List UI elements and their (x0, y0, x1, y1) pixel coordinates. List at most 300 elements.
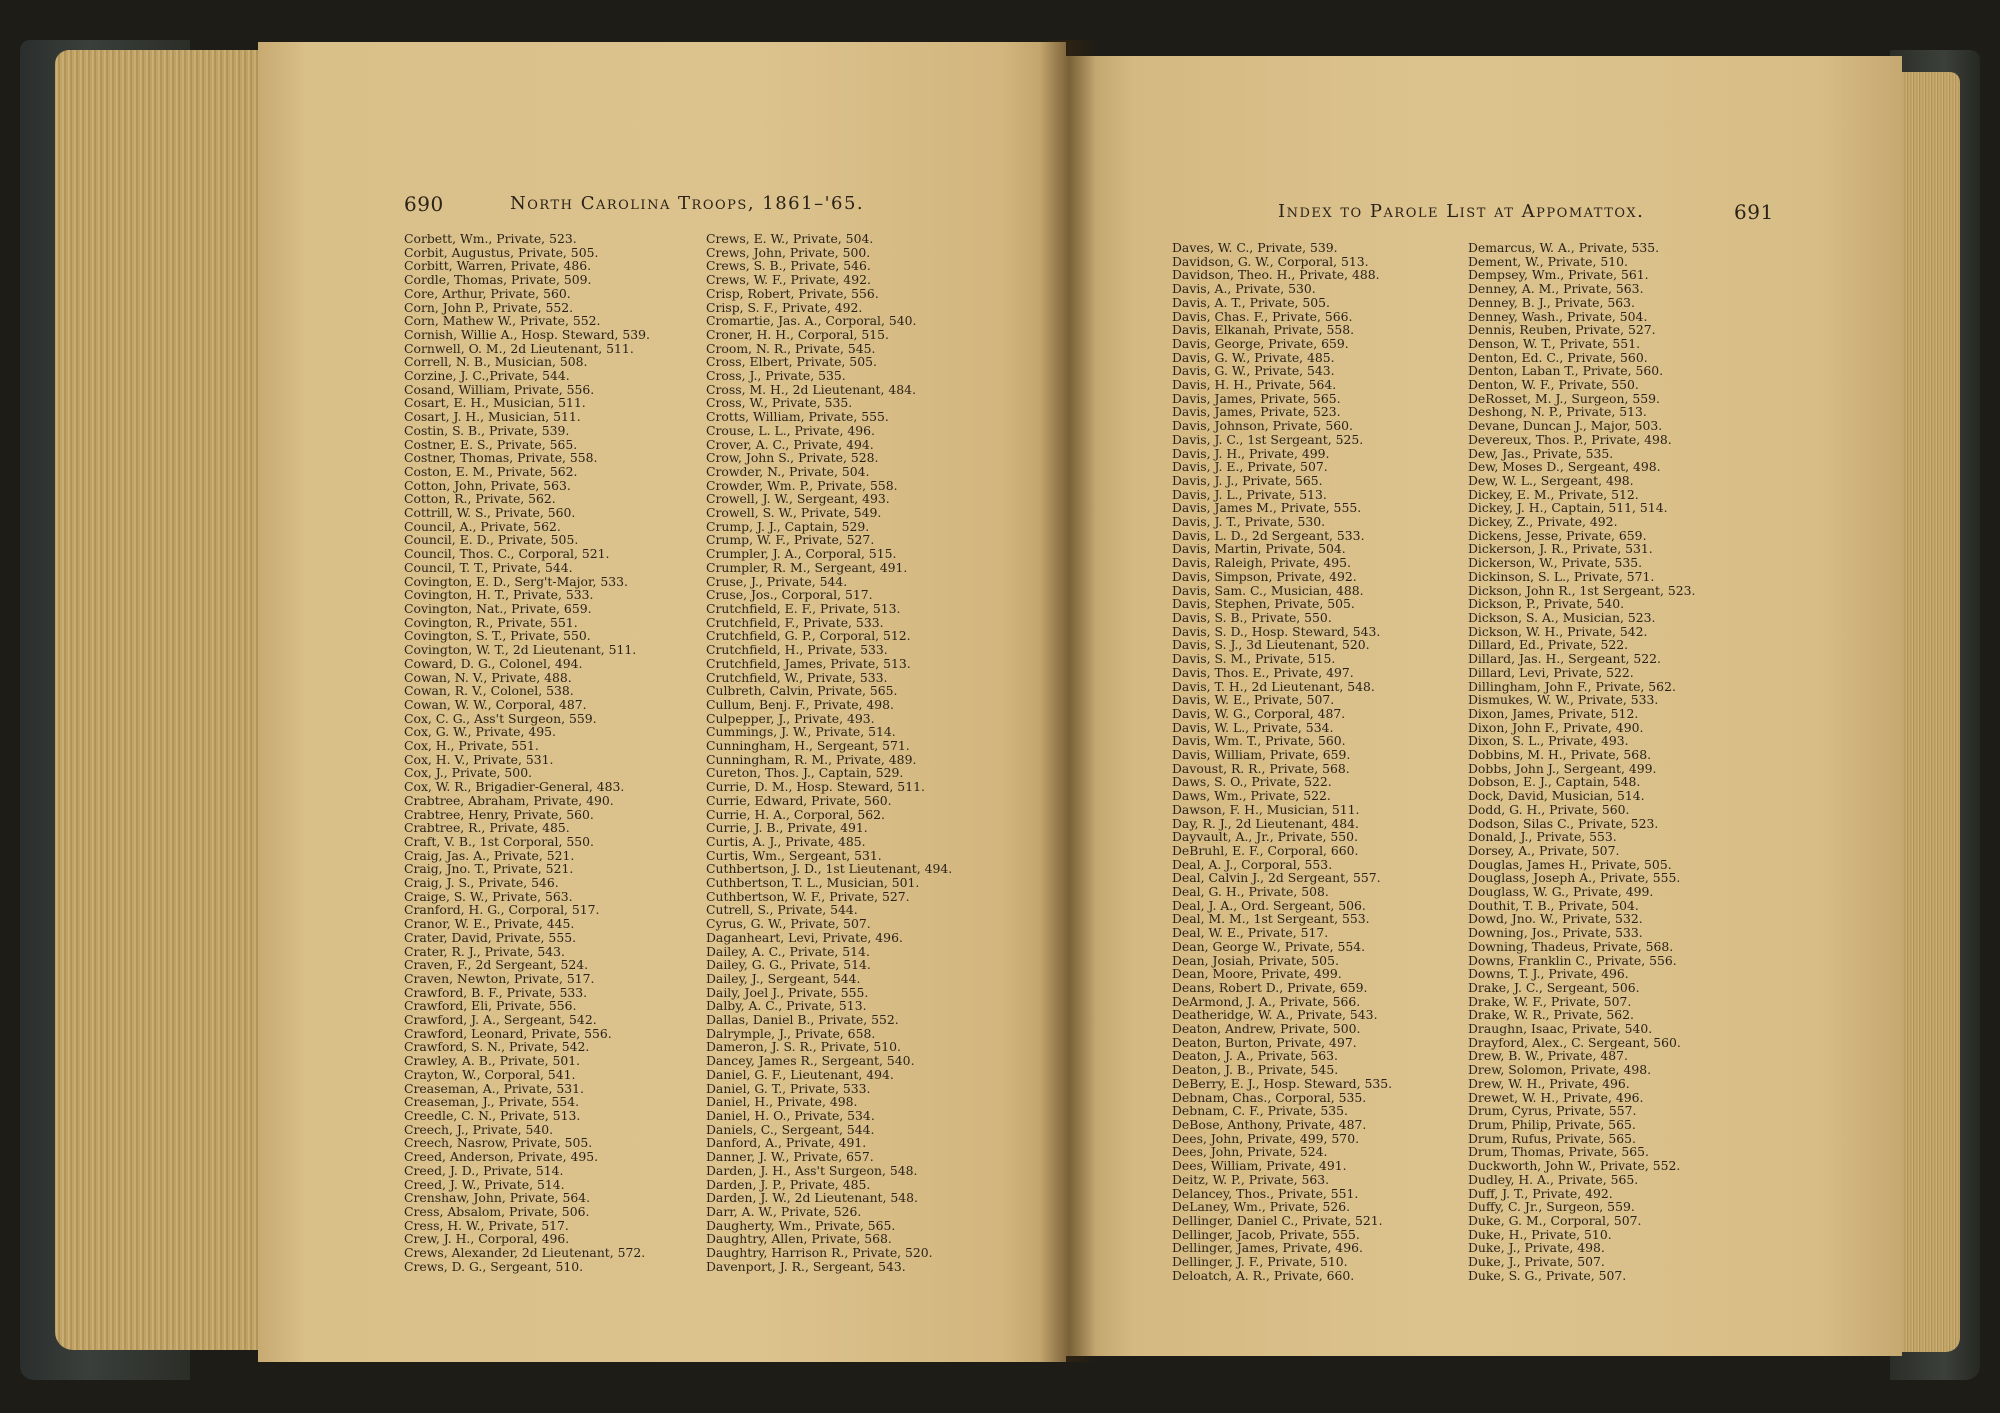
index-entry: Dobbins, M. H., Private, 568. (1468, 747, 1652, 763)
index-entry: Darr, A. W., Private, 526. (706, 1203, 862, 1219)
index-entry: Davis, A., Private, 530. (1172, 281, 1316, 297)
index-entry: Deal, W. E., Private, 517. (1172, 925, 1329, 941)
index-entry: Dickson, P., Private, 540. (1468, 596, 1625, 612)
index-entry: Covington, R., Private, 551. (404, 614, 578, 630)
index-entry: Cyrus, G. W., Private, 507. (706, 916, 871, 932)
index-entry: Cranor, W. E., Private, 445. (404, 916, 575, 932)
index-entry: Dean, Moore, Private, 499. (1172, 966, 1342, 982)
index-entry: Douglas, James H., Private, 505. (1468, 856, 1672, 872)
index-entry: Corbett, Wm., Private, 523. (404, 231, 577, 246)
index-entry: Dailey, A. C., Private, 514. (706, 943, 870, 959)
index-entry: Crowell, S. W., Private, 549. (706, 505, 882, 521)
index-entry: DeBruhl, E. F., Corporal, 660. (1172, 842, 1359, 858)
index-entry: Crouse, L. L., Private, 496. (706, 422, 875, 438)
index-entry: Drum, Thomas, Private, 565. (1468, 1144, 1649, 1160)
index-column-right-1 (1172, 241, 1392, 1282)
index-entry: Covington, H. T., Private, 533. (404, 587, 594, 603)
index-entry: Dellinger, Jacob, Private, 555. (1172, 1226, 1360, 1242)
index-entry: Cordle, Thomas, Private, 509. (404, 272, 592, 288)
index-entry: Deshong, N. P., Private, 513. (1468, 404, 1647, 420)
index-entry: Dew, Moses D., Sergeant, 498. (1468, 459, 1661, 475)
index-entry: Dillard, Ed., Private, 522. (1468, 637, 1629, 653)
index-entry: Creech, J., Private, 540. (404, 1121, 554, 1137)
index-entry: Crabtree, Abraham, Private, 490. (404, 792, 614, 808)
index-entry: Davis, Raleigh, Private, 495. (1172, 555, 1351, 571)
book-gutter (1040, 40, 1096, 1362)
index-entry: Corbitt, Warren, Private, 486. (404, 258, 592, 274)
index-entry: Creed, J. W., Private, 514. (404, 1176, 565, 1192)
index-entry: Crawford, B. F., Private, 533. (404, 984, 588, 1000)
index-entry: Crews, Alexander, 2d Lieutenant, 572. (404, 1245, 646, 1261)
index-entry: Drake, J. C., Sergeant, 506. (1468, 979, 1640, 995)
index-entry: Craven, Newton, Private, 517. (404, 970, 595, 986)
index-entry: Deaton, J. B., Private, 545. (1172, 1062, 1339, 1078)
index-entry: Dickey, J. H., Captain, 511, 514. (1468, 500, 1668, 516)
index-entry: Davidson, Theo. H., Private, 488. (1172, 267, 1380, 283)
index-entry: Draughn, Isaac, Private, 540. (1468, 1021, 1653, 1037)
index-entry: Croner, H. H., Corporal, 515. (706, 326, 889, 342)
index-entry: Cuthbertson, W. F., Private, 527. (706, 888, 910, 904)
index-entry: Delancey, Thos., Private, 551. (1172, 1185, 1359, 1201)
index-entry: Crumpler, J. A., Corporal, 515. (706, 546, 897, 562)
index-entry: Davis, J. J., Private, 565. (1172, 472, 1323, 488)
index-entry: Cranford, H. G., Corporal, 517. (404, 902, 600, 918)
index-entry: Darden, J. W., 2d Lieutenant, 548. (706, 1190, 918, 1206)
index-entry: Currie, Edward, Private, 560. (706, 792, 892, 808)
index-entry: Dallas, Daniel B., Private, 552. (706, 1012, 899, 1028)
index-entry: Davis, A. T., Private, 505. (1172, 294, 1330, 310)
index-entry: Dillingham, John F., Private, 562. (1468, 678, 1676, 694)
index-entry: Currie, J. B., Private, 491. (706, 820, 868, 836)
index-entry: Cotton, John, Private, 563. (404, 477, 571, 493)
index-entry: Crutchfield, James, Private, 513. (706, 655, 911, 671)
index-entry: Danner, J. W., Private, 657. (706, 1149, 874, 1165)
index-entry: Corbit, Augustus, Private, 505. (404, 244, 599, 260)
index-entry: Drake, W. F., Private, 507. (1468, 993, 1632, 1009)
index-entry: Davis, T. H., 2d Lieutenant, 548. (1172, 678, 1375, 694)
index-entry: Duff, J. T., Private, 492. (1468, 1185, 1613, 1201)
index-entry: Dowd, Jno. W., Private, 532. (1468, 911, 1643, 927)
index-entry: Drake, W. R., Private, 562. (1468, 1007, 1634, 1023)
index-entry: Dees, John, Private, 524. (1172, 1144, 1328, 1160)
index-entry: Dickerson, W., Private, 535. (1468, 555, 1643, 571)
index-entry: Dixon, S. L., Private, 493. (1468, 733, 1629, 749)
index-entry: Dillard, Levi, Private, 522. (1468, 664, 1634, 680)
index-entry: Cruse, Jos., Corporal, 517. (706, 587, 873, 603)
index-entry: Denson, W. T., Private, 551. (1468, 335, 1641, 351)
index-entry: Costin, S. B., Private, 539. (404, 422, 570, 438)
index-entry: Darden, J. H., Ass't Surgeon, 548. (706, 1162, 918, 1178)
index-entry: Dismukes, W. W., Private, 533. (1468, 692, 1659, 708)
index-entry: Douglass, Joseph A., Private, 555. (1468, 870, 1681, 886)
index-entry: Deaton, Andrew, Private, 500. (1172, 1021, 1361, 1037)
index-entry: Croom, N. R., Private, 545. (706, 340, 876, 356)
index-entry: Cox, H., Private, 551. (404, 738, 539, 754)
index-entry: Drew, Solomon, Private, 498. (1468, 1062, 1652, 1078)
index-entry: Davis, Johnson, Private, 560. (1172, 418, 1353, 434)
index-entry: Cross, Elbert, Private, 505. (706, 354, 877, 370)
index-entry: Daganheart, Levi, Private, 496. (706, 929, 903, 945)
index-entry: Debnam, Chas., Corporal, 535. (1172, 1089, 1367, 1105)
index-entry: Drew, B. W., Private, 487. (1468, 1048, 1628, 1064)
index-entry: Daniel, H. O., Private, 534. (706, 1108, 875, 1123)
index-entry: Daugherty, Wm., Private, 565. (706, 1217, 896, 1233)
right-page (1066, 56, 1902, 1356)
index-entry: Daniel, G. F., Lieutenant, 494. (706, 1066, 894, 1082)
index-entry: Cosart, J. H., Musician, 511. (404, 409, 581, 425)
index-entry: Cox, G. W., Private, 495. (404, 724, 556, 740)
index-entry: Crews, S. B., Private, 546. (706, 258, 871, 274)
index-entry: Dalrymple, J., Private, 658. (706, 1025, 876, 1041)
index-entry: Davis, W. G., Corporal, 487. (1172, 705, 1346, 721)
index-entry: Dees, William, Private, 491. (1172, 1158, 1347, 1174)
index-entry: Donald, J., Private, 553. (1468, 829, 1617, 845)
index-entry: Creed, Anderson, Private, 495. (404, 1149, 599, 1165)
index-entry: Crutchfield, E. F., Private, 513. (706, 600, 901, 616)
index-entry: Cross, M. H., 2d Lieutenant, 484. (706, 381, 917, 397)
index-entry: Crawford, S. N., Private, 542. (404, 1039, 590, 1055)
index-entry: Davis, James M., Private, 555. (1172, 500, 1362, 516)
index-entry: Dixon, John F., Private, 490. (1468, 719, 1644, 735)
index-entry: Davis, J. L., Private, 513. (1172, 486, 1327, 502)
index-entry: Dillard, Jas. H., Sergeant, 522. (1468, 651, 1661, 667)
index-entry: Cottrill, W. S., Private, 560. (404, 505, 576, 521)
index-entry: Crisp, Robert, Private, 556. (706, 285, 879, 301)
index-entry: DeBerry, E. J., Hosp. Steward, 535. (1172, 1075, 1393, 1091)
index-entry: Darden, J. P., Private, 485. (706, 1176, 871, 1192)
index-entry: Covington, E. D., Serg't-Major, 533. (404, 573, 628, 589)
index-column-right-2 (1468, 241, 1695, 1282)
index-entry: Downs, Franklin C., Private, 556. (1468, 952, 1677, 968)
index-entry: Davis, G. W., Private, 543. (1172, 363, 1335, 379)
index-entry: Dalby, A. C., Private, 513. (706, 998, 867, 1014)
index-entry: Cuthbertson, T. L., Musician, 501. (706, 875, 920, 891)
index-entry: Cureton, Thos. J., Captain, 529. (706, 765, 904, 781)
index-entry: Cross, W., Private, 535. (706, 395, 853, 411)
index-entry: Dickson, S. A., Musician, 523. (1468, 609, 1656, 625)
index-entry: Deal, G. H., Private, 508. (1172, 884, 1329, 900)
index-entry: Drum, Philip, Private, 565. (1468, 1117, 1636, 1132)
index-entry: Coston, E. M., Private, 562. (404, 463, 578, 479)
index-entry: Cummings, J. W., Private, 514. (706, 724, 896, 740)
index-entry: Davis, Martin, Private, 504. (1172, 541, 1346, 557)
index-entry: Dew, Jas., Private, 535. (1468, 445, 1614, 461)
index-entry: Dodson, Silas C., Private, 523. (1468, 815, 1659, 831)
index-entry: Davoust, R. R., Private, 568. (1172, 760, 1350, 776)
index-entry: Coward, D. G., Colonel, 494. (404, 655, 583, 671)
index-entry: Crow, John S., Private, 528. (706, 450, 879, 466)
index-entry: Council, E. D., Private, 505. (404, 532, 579, 548)
index-entry: Cox, H. V., Private, 531. (404, 751, 554, 767)
index-entry: DeArmond, J. A., Private, 566. (1172, 993, 1361, 1009)
index-entry: Deans, Robert D., Private, 659. (1172, 979, 1368, 995)
index-entry: Crowell, J. W., Sergeant, 493. (706, 491, 890, 507)
index-entry: Cox, W. R., Brigadier-General, 483. (404, 779, 625, 795)
index-entry: Creaseman, J., Private, 554. (404, 1094, 580, 1110)
index-entry: Culbreth, Calvin, Private, 565. (706, 683, 898, 699)
index-entry: Cullum, Benj. F., Private, 498. (706, 696, 894, 712)
index-entry: Daughtry, Allen, Private, 568. (706, 1231, 892, 1247)
index-entry: DeBose, Anthony, Private, 487. (1172, 1117, 1367, 1132)
index-entry: Dean, George W., Private, 554. (1172, 938, 1366, 954)
index-entry: Dickson, W. H., Private, 542. (1468, 623, 1648, 639)
index-entry: Cornwell, O. M., 2d Lieutenant, 511. (404, 340, 634, 356)
index-entry: Daily, Joel J., Private, 555. (706, 984, 869, 1000)
index-entry: Dodd, G. H., Private, 560. (1468, 801, 1630, 817)
index-entry: Covington, Nat., Private, 659. (404, 600, 592, 616)
index-entry: Cunningham, R. M., Private, 489. (706, 751, 917, 767)
index-entry: Drewet, W. H., Private, 496. (1468, 1089, 1644, 1105)
index-entry: Drayford, Alex., C. Sergeant, 560. (1468, 1034, 1681, 1050)
index-entry: Danford, A., Private, 491. (706, 1135, 867, 1151)
index-entry: Deal, J. A., Ord. Sergeant, 506. (1172, 897, 1366, 913)
index-entry: Duffy, C. Jr., Surgeon, 559. (1468, 1199, 1635, 1215)
index-entry: Cotton, R., Private, 562. (404, 491, 556, 507)
index-entry: Dennis, Reuben, Private, 527. (1468, 322, 1656, 338)
index-entry: Dobson, E. J., Captain, 548. (1468, 774, 1641, 790)
index-entry: Duckworth, John W., Private, 552. (1468, 1158, 1681, 1174)
index-entry: Core, Arthur, Private, 560. (404, 285, 571, 301)
index-entry: Deal, A. J., Corporal, 553. (1172, 856, 1333, 872)
index-entry: Crayton, W., Corporal, 541. (404, 1066, 576, 1082)
index-entry: Crenshaw, John, Private, 564. (404, 1190, 591, 1206)
index-entry: Currie, H. A., Corporal, 562. (706, 806, 885, 822)
index-entry: Davis, James, Private, 523. (1172, 404, 1341, 420)
index-entry: Daniel, H., Private, 498. (706, 1094, 858, 1110)
index-entry: Dawson, F. H., Musician, 511. (1172, 801, 1360, 817)
index-entry: Curtis, Wm., Sergeant, 531. (706, 847, 882, 863)
index-entry: Crumpler, R. M., Sergeant, 491. (706, 559, 908, 575)
index-entry: Crump, W. F., Private, 527. (706, 532, 875, 548)
index-entry: Crutchfield, G. P., Corporal, 512. (706, 628, 911, 644)
index-entry: Davis, S. D., Hosp. Steward, 543. (1172, 623, 1381, 639)
index-entry: Dickerson, J. R., Private, 531. (1468, 541, 1653, 557)
index-entry: Creaseman, A., Private, 531. (404, 1080, 584, 1096)
index-entry: Crutchfield, H., Private, 533. (706, 642, 888, 658)
index-entry: Day, R. J., 2d Lieutenant, 484. (1172, 815, 1359, 831)
left-page (258, 42, 1066, 1362)
index-entry: Deatheridge, W. A., Private, 543. (1172, 1007, 1378, 1023)
index-entry: Davis, G. W., Private, 485. (1172, 349, 1335, 365)
index-entry: Cox, J., Private, 500. (404, 765, 533, 781)
index-entry: Crawley, A. B., Private, 501. (404, 1053, 581, 1069)
index-entry: Cromartie, Jas. A., Corporal, 540. (706, 313, 917, 329)
index-entry: Davis, H. H., Private, 564. (1172, 377, 1337, 393)
index-entry: Crawford, Leonard, Private, 556. (404, 1025, 612, 1041)
index-entry: Currie, D. M., Hosp. Steward, 511. (706, 779, 925, 795)
index-entry: Daws, S. O., Private, 522. (1172, 774, 1332, 790)
index-entry: Douthit, T. B., Private, 504. (1468, 897, 1639, 913)
index-entry: Cosart, E. H., Musician, 511. (404, 395, 586, 411)
index-entry: Davis, Elkanah, Private, 558. (1172, 322, 1355, 338)
index-entry: Corn, Mathew W., Private, 552. (404, 313, 601, 329)
index-entry: DeRosset, M. J., Surgeon, 559. (1468, 390, 1660, 406)
index-entry: Denton, Ed. C., Private, 560. (1468, 349, 1648, 365)
index-column-left-2 (706, 232, 952, 1273)
index-entry: Corn, John P., Private, 552. (404, 299, 574, 315)
index-entry: Duke, H., Private, 510. (1468, 1226, 1612, 1242)
index-entry: Cross, J., Private, 535. (706, 368, 846, 384)
index-entry: Covington, W. T., 2d Lieutenant, 511. (404, 642, 637, 658)
index-entry: Crawford, Eli, Private, 556. (404, 998, 577, 1014)
index-entry: Cress, Absalom, Private, 506. (404, 1203, 590, 1219)
index-entry: DeLaney, Wm., Private, 526. (1172, 1199, 1351, 1215)
index-entry: Davis, J. C., 1st Sergeant, 525. (1172, 431, 1364, 447)
index-entry: Craige, S. W., Private, 563. (404, 888, 573, 904)
index-entry: Creech, Nasrow, Private, 505. (404, 1135, 593, 1151)
index-entry: Dailey, J., Sergeant, 544. (706, 970, 861, 986)
index-entry: Cosand, William, Private, 556. (404, 381, 595, 397)
index-entry: Craig, Jno. T., Private, 521. (404, 861, 574, 877)
index-entry: Craven, F., 2d Sergeant, 524. (404, 957, 589, 973)
index-entry: Dancey, James R., Sergeant, 540. (706, 1053, 915, 1069)
index-entry: Deal, Calvin J., 2d Sergeant, 557. (1172, 870, 1381, 886)
index-entry: Devereux, Thos. P., Private, 498. (1468, 431, 1672, 447)
index-entry: Davis, W. L., Private, 534. (1172, 719, 1334, 735)
index-entry: Debnam, C. F., Private, 535. (1172, 1103, 1348, 1119)
index-entry: Dean, Josiah, Private, 505. (1172, 952, 1339, 968)
index-entry: Demarcus, W. A., Private, 535. (1468, 240, 1660, 255)
index-entry: Davis, William, Private, 659. (1172, 747, 1351, 763)
index-entry: Deal, M. M., 1st Sergeant, 553. (1172, 911, 1370, 927)
index-entry: Crutchfield, W., Private, 533. (706, 669, 888, 685)
index-entry: Cornish, Willie A., Hosp. Steward, 539. (404, 326, 650, 342)
index-entry: Denney, Wash., Private, 504. (1468, 308, 1648, 324)
index-entry: Davis, Simpson, Private, 492. (1172, 568, 1357, 584)
index-entry: Dempsey, Wm., Private, 561. (1468, 267, 1649, 283)
index-entry: Dickey, Z., Private, 492. (1468, 514, 1618, 530)
index-entry: Crump, J. J., Captain, 529. (706, 518, 870, 534)
index-entry: Davis, Wm. T., Private, 560. (1172, 733, 1346, 749)
page-number-left: 690 (404, 192, 444, 216)
index-entry: Dailey, G. G., Private, 514. (706, 957, 871, 973)
index-entry: Curtis, A. J., Private, 485. (706, 833, 866, 849)
index-entry: Crews, D. G., Sergeant, 510. (404, 1258, 584, 1274)
index-entry: Dayvault, A., Jr., Private, 550. (1172, 829, 1359, 845)
index-entry: Davis, Stephen, Private, 505. (1172, 596, 1355, 612)
index-entry: Dew, W. L., Sergeant, 498. (1468, 472, 1634, 488)
index-entry: Daves, W. C., Private, 539. (1172, 240, 1338, 255)
index-entry: Davis, S. J., 3d Lieutenant, 520. (1172, 637, 1370, 653)
index-entry: Duke, S. G., Private, 507. (1468, 1267, 1627, 1283)
index-entry: Corzine, J. C.,Private, 544. (404, 368, 570, 384)
index-entry: Dudley, H. A., Private, 565. (1468, 1171, 1639, 1187)
index-entry: Davis, W. E., Private, 507. (1172, 692, 1335, 708)
index-entry: Davis, J. T., Private, 530. (1172, 514, 1326, 530)
index-entry: Crotts, William, Private, 555. (706, 409, 889, 425)
index-entry: Dobbs, John J., Sergeant, 499. (1468, 760, 1657, 776)
index-entry: Drum, Rufus, Private, 565. (1468, 1130, 1636, 1146)
index-entry: Drew, W. H., Private, 496. (1468, 1075, 1630, 1091)
index-entry: Daniel, G. T., Private, 533. (706, 1080, 871, 1096)
index-entry: Cutrell, S., Private, 544. (706, 902, 858, 918)
index-entry: Davis, Sam. C., Musician, 488. (1172, 582, 1364, 598)
index-entry: Crater, R. J., Private, 543. (404, 943, 565, 959)
index-entry: Crater, David, Private, 555. (404, 929, 577, 945)
index-entry: Duke, G. M., Corporal, 507. (1468, 1212, 1642, 1228)
index-entry: Douglass, W. G., Private, 499. (1468, 884, 1654, 900)
index-entry: Deloatch, A. R., Private, 660. (1172, 1267, 1355, 1283)
index-entry: Davis, George, Private, 659. (1172, 335, 1349, 351)
index-entry: Council, Thos. C., Corporal, 521. (404, 546, 610, 562)
index-entry: Covington, S. T., Private, 550. (404, 628, 591, 644)
index-entry: Crabtree, Henry, Private, 560. (404, 806, 594, 822)
index-entry: Cowan, R. V., Colonel, 538. (404, 683, 574, 699)
index-entry: Denton, Laban T., Private, 560. (1468, 363, 1664, 379)
index-entry: Crutchfield, F., Private, 533. (706, 614, 884, 630)
index-entry: Craig, Jas. A., Private, 521. (404, 847, 575, 863)
index-entry: Davis, J. H., Private, 499. (1172, 445, 1330, 461)
index-entry: Dorsey, A., Private, 507. (1468, 842, 1620, 858)
index-entry: Davis, S. B., Private, 550. (1172, 609, 1332, 625)
index-entry: Dement, W., Private, 510. (1468, 253, 1628, 269)
index-entry: Downing, Thadeus, Private, 568. (1468, 938, 1674, 954)
index-entry: Cowan, N. V., Private, 488. (404, 669, 572, 685)
index-entry: Cruse, J., Private, 544. (706, 573, 848, 589)
index-entry: Dellinger, Daniel C., Private, 521. (1172, 1212, 1383, 1228)
index-entry: Crew, J. H., Corporal, 496. (404, 1231, 570, 1247)
index-entry: Creedle, C. N., Private, 513. (404, 1108, 581, 1123)
index-entry: Davis, Thos. E., Private, 497. (1172, 664, 1354, 680)
index-entry: Dickens, Jesse, Private, 659. (1468, 527, 1647, 543)
index-entry: Dickey, E. M., Private, 512. (1468, 486, 1639, 502)
index-entry: Crews, W. F., Private, 492. (706, 272, 871, 288)
index-entry: Crisp, S. F., Private, 492. (706, 299, 863, 315)
index-entry: Council, T. T., Private, 544. (404, 559, 573, 575)
index-entry: Dock, David, Musician, 514. (1468, 788, 1645, 804)
index-entry: Davis, S. M., Private, 515. (1172, 651, 1336, 667)
index-entry: Downs, T. J., Private, 496. (1468, 966, 1629, 982)
index-entry: Creed, J. D., Private, 514. (404, 1162, 564, 1178)
index-entry: Dellinger, James, Private, 496. (1172, 1240, 1363, 1256)
index-entry: Dellinger, J. F., Private, 510. (1172, 1254, 1348, 1270)
index-entry: Denton, W. F., Private, 550. (1468, 377, 1639, 393)
index-entry: Crover, A. C., Private, 494. (706, 436, 874, 452)
page-edges-left (55, 50, 265, 1350)
index-entry: Davis, J. E., Private, 507. (1172, 459, 1328, 475)
page-number-right: 691 (1734, 200, 1774, 224)
index-entry: Crowder, Wm. P., Private, 558. (706, 477, 898, 493)
index-entry: Daniels, C., Sergeant, 544. (706, 1121, 875, 1137)
running-head-right: Index to Parole List at Appomattox. (1278, 201, 1645, 222)
index-entry: Deaton, Burton, Private, 497. (1172, 1034, 1357, 1050)
index-entry: Cox, C. G., Ass't Surgeon, 559. (404, 710, 597, 726)
page-edges-right (1895, 72, 1960, 1352)
index-entry: Davis, James, Private, 565. (1172, 390, 1341, 406)
index-entry: Deitz, W. P., Private, 563. (1172, 1171, 1330, 1187)
index-entry: Dees, John, Private, 499, 570. (1172, 1130, 1360, 1146)
index-entry: Craig, J. S., Private, 546. (404, 875, 559, 891)
index-entry: Dickson, John R., 1st Sergeant, 523. (1468, 582, 1696, 598)
index-entry: Davidson, G. W., Corporal, 513. (1172, 253, 1369, 269)
index-entry: Denney, B. J., Private, 563. (1468, 294, 1635, 310)
running-head-left: North Carolina Troops, 1861–'65. (510, 193, 865, 214)
index-entry: Crabtree, R., Private, 485. (404, 820, 570, 836)
index-entry: Davenport, J. R., Sergeant, 543. (706, 1258, 906, 1274)
index-entry: Crawford, J. A., Sergeant, 542. (404, 1012, 597, 1028)
index-entry: Drum, Cyrus, Private, 557. (1468, 1103, 1637, 1119)
index-entry: Davis, L. D., 2d Sergeant, 533. (1172, 527, 1365, 543)
index-entry: Crowder, N., Private, 504. (706, 463, 870, 479)
index-entry: Daws, Wm., Private, 522. (1172, 788, 1331, 804)
index-entry: Dickinson, S. L., Private, 571. (1468, 568, 1655, 584)
index-entry: Costner, E. S., Private, 565. (404, 436, 578, 452)
index-entry: Dixon, James, Private, 512. (1468, 705, 1639, 721)
index-entry: Crews, E. W., Private, 504. (706, 231, 874, 246)
index-entry: Devane, Duncan J., Major, 503. (1468, 418, 1663, 434)
index-entry: Dameron, J. S. R., Private, 510. (706, 1039, 901, 1055)
index-column-left-1 (404, 232, 650, 1273)
